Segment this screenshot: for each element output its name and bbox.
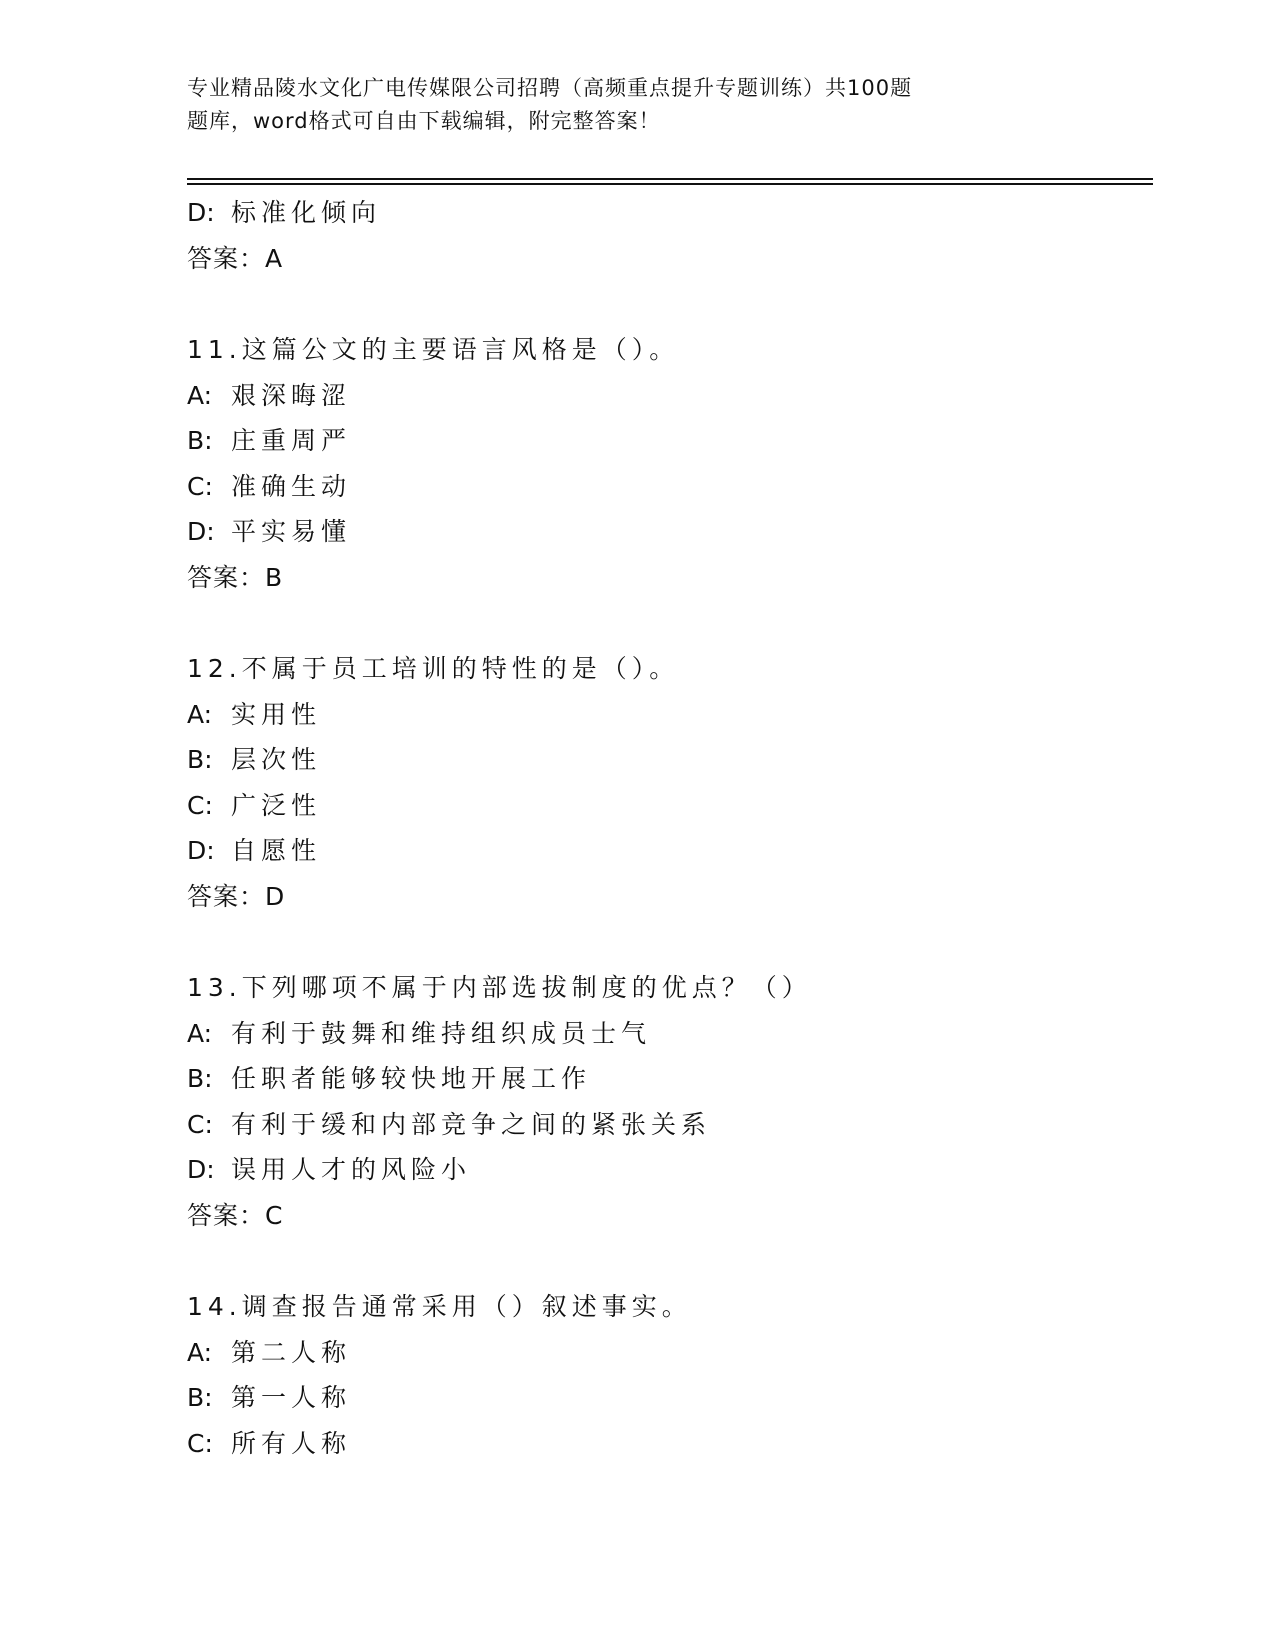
option-b [187,1375,1153,1421]
header-line-1: 专业精品陵水文化广电传媒限公司招聘（高频重点提升专题训练）共100题 [187,76,913,100]
option-d [187,828,1153,874]
option-text: 第一人称 [231,1383,352,1412]
option-key: C: [187,1428,213,1458]
option-text: 准确生动 [231,471,352,501]
answer-line: 答案：A [187,243,284,273]
answer-line: 答案：B [187,562,284,592]
spacer [187,600,1153,646]
option-a [187,1330,1153,1376]
option-b [187,1056,1153,1102]
option-d [187,1147,1153,1193]
option-b [187,737,1153,783]
header-divider-top [187,178,1153,180]
option-text: 误用人才的风险小 [231,1155,472,1184]
option-key: B: [187,745,213,774]
option-d [187,190,1153,236]
option-b [187,418,1153,464]
option-c [187,1102,1153,1148]
option-text: 有利于缓和内部竞争之间的紧张关系 [231,1109,712,1139]
option-a [187,373,1153,419]
option-text: 标准化倾向 [231,198,382,227]
question-stem: 11.这篇公文的主要语言风格是（）。 [187,335,680,364]
option-key: D: [187,836,215,865]
question-stem: 13.下列哪项不属于内部选拔制度的优点？（） [187,973,812,1002]
question-block [187,1284,1153,1466]
question-block [187,965,1153,1238]
spacer [187,1238,1153,1284]
option-key: C: [187,790,213,820]
question-stem: 14.调查报告通常采用（）叙述事实。 [187,1292,692,1321]
option-d [187,509,1153,555]
option-text: 实用性 [231,699,322,729]
option-text: 所有人称 [231,1428,352,1458]
option-key: D: [187,198,215,227]
option-key: B: [187,426,213,455]
option-c [187,464,1153,510]
option-text: 平实易懂 [231,517,352,546]
question-stem: 12.不属于员工培训的特性的是（）。 [187,654,680,683]
question-list [187,190,1153,1466]
option-key: A: [187,1018,213,1048]
option-key: A: [187,1337,213,1367]
answer-line: 答案：D [187,881,286,911]
option-text: 任职者能够较快地开展工作 [231,1064,592,1093]
option-a [187,1011,1153,1057]
option-text: 庄重周严 [231,426,352,455]
spacer [187,919,1153,965]
option-text: 层次性 [231,745,322,774]
option-key: B: [187,1383,213,1412]
option-key: B: [187,1064,213,1093]
option-c [187,783,1153,829]
option-key: A: [187,380,213,410]
question-block [187,327,1153,600]
answer-line: 答案：C [187,1200,284,1230]
spacer [187,281,1153,327]
option-key: C: [187,1109,213,1139]
option-key: A: [187,699,213,729]
option-text: 艰深晦涩 [231,380,352,410]
option-text: 第二人称 [231,1337,352,1367]
option-text: 自愿性 [231,836,322,865]
question-block [187,646,1153,919]
option-key: D: [187,517,215,546]
option-key: D: [187,1155,215,1184]
header-line-2: 题库，word格式可自由下载编辑，附完整答案！ [187,109,661,133]
option-key: C: [187,471,213,501]
option-c [187,1421,1153,1467]
header-divider-bottom [187,183,1153,185]
option-a [187,692,1153,738]
option-text: 有利于鼓舞和维持组织成员士气 [231,1018,652,1048]
option-text: 广泛性 [231,790,322,820]
document-header [187,72,1027,138]
